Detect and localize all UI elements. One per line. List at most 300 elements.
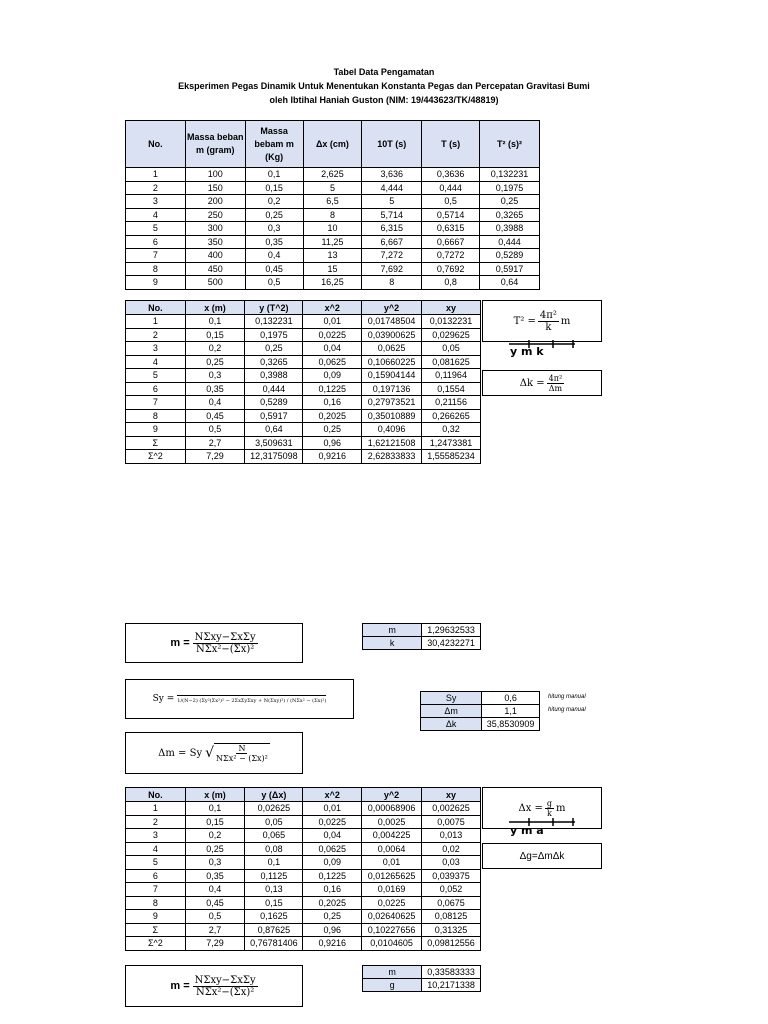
table-cell: 0,4 <box>185 883 245 897</box>
table-cell: 0,10660225 <box>362 355 422 369</box>
regression-table-displacement <box>125 787 481 951</box>
handwritten-labels-2: y m a <box>510 824 544 837</box>
table-cell: 0,25 <box>245 342 303 356</box>
table-cell: 300 <box>185 222 245 236</box>
table-row <box>126 355 481 369</box>
table-cell: 0,266265 <box>422 409 481 423</box>
table-cell: 0,0625 <box>303 842 362 856</box>
column-header: y (Δx) <box>245 788 303 802</box>
table-cell: 7 <box>126 883 186 897</box>
table-cell: 0,35 <box>245 235 303 249</box>
table-cell: 0,2 <box>185 829 245 843</box>
table-cell: 5 <box>126 369 186 383</box>
table-cell: 0,0169 <box>362 883 422 897</box>
table-cell: 0,5 <box>185 423 245 437</box>
table-row <box>126 842 481 856</box>
table-cell: 500 <box>185 276 245 290</box>
table-cell: 0,09812556 <box>422 937 481 951</box>
table-cell: 200 <box>185 195 245 209</box>
table-cell: 0,45 <box>185 409 245 423</box>
table-cell: 0,32 <box>422 423 481 437</box>
result-row <box>363 966 481 979</box>
table-row <box>126 910 481 924</box>
table-cell: 5,714 <box>362 208 422 222</box>
table-cell: 0,5714 <box>422 208 480 222</box>
table-cell: 8 <box>362 276 422 290</box>
table-cell: 0,25 <box>185 842 245 856</box>
table-cell: 0,16 <box>303 883 362 897</box>
table-cell: 1,55585234 <box>422 450 481 464</box>
table-row <box>126 222 540 236</box>
table-cell: 100 <box>185 168 245 182</box>
table-cell: 0,7272 <box>422 249 480 263</box>
table-cell: 0,6667 <box>422 235 480 249</box>
table-cell: 1 <box>126 315 186 329</box>
result-label: m <box>363 624 422 637</box>
column-header: Massa bebam m (Kg) <box>245 121 303 168</box>
slope-formula-2-lhs: m = <box>170 980 190 992</box>
table-row <box>126 829 481 843</box>
table-cell: 0,4 <box>245 249 303 263</box>
table-row <box>126 342 481 356</box>
table-cell: 0,02625 <box>245 802 303 816</box>
table-cell: 0,45 <box>245 262 303 276</box>
table-cell: 0,0225 <box>303 328 362 342</box>
table-cell: 0,081625 <box>422 355 481 369</box>
result-row <box>363 979 481 992</box>
column-header: Δx (cm) <box>303 121 362 168</box>
table-cell: 0,5289 <box>480 249 540 263</box>
column-header: x (m) <box>185 788 245 802</box>
table-cell: 2,62833833 <box>362 450 422 464</box>
table-row <box>126 409 481 423</box>
table-cell: 0,01265625 <box>362 869 422 883</box>
table-cell: 0,039375 <box>422 869 481 883</box>
table-cell: 0,004225 <box>362 829 422 843</box>
table-cell: 0,64 <box>480 276 540 290</box>
slope-result-table <box>362 623 481 650</box>
table-cell: 2,7 <box>185 923 245 937</box>
table-cell: 4 <box>126 842 186 856</box>
table-cell: 0,01748504 <box>362 315 422 329</box>
table-cell: 5 <box>126 222 186 236</box>
sy-formula-body: 1/(N−2) (Σy²(Σx²)² − 2ΣxΣyΣxy + N(Σxy)²) / (NΣx² − (Σx)²) <box>177 695 326 704</box>
delta-x-rhs: m <box>556 802 566 814</box>
result-label: Δk <box>421 718 482 731</box>
table-row <box>126 436 481 450</box>
gravity-result-table <box>362 965 481 992</box>
table-cell: 0,00068906 <box>362 802 422 816</box>
table-cell: 0,0225 <box>362 896 422 910</box>
table-cell: 0,05 <box>422 342 481 356</box>
column-header: y^2 <box>362 788 422 802</box>
table-cell: 0,0225 <box>303 815 362 829</box>
table-cell: 3,509631 <box>245 436 303 450</box>
table-cell: 8 <box>126 896 186 910</box>
table-cell: 0,13 <box>245 883 303 897</box>
table-cell: 12,3175098 <box>245 450 303 464</box>
table-cell: 0,15904144 <box>362 369 422 383</box>
table-cell: Σ <box>126 923 186 937</box>
table-cell: 4 <box>126 208 186 222</box>
sy-formula-box <box>125 679 354 719</box>
table-cell: 1 <box>126 168 186 182</box>
result-label: k <box>363 637 422 650</box>
table-cell: 0,15 <box>245 896 303 910</box>
table-cell: 0,2025 <box>303 896 362 910</box>
table-cell: 0,1225 <box>303 869 362 883</box>
table-cell: 0,2 <box>245 195 303 209</box>
table-cell: 2 <box>126 181 186 195</box>
delta-k-formula-box <box>482 370 602 396</box>
table-cell: 0,45 <box>185 896 245 910</box>
table-cell: 2 <box>126 815 186 829</box>
table-row <box>126 396 481 410</box>
table-cell: 0,9216 <box>303 937 362 951</box>
slope-formula-2-denominator: NΣx²−(Σx)² <box>195 986 255 998</box>
result-row <box>363 624 481 637</box>
period-formula-denominator: k <box>545 321 552 333</box>
table-cell: 0,25 <box>303 423 362 437</box>
table-cell: 0,4 <box>185 396 245 410</box>
delta-k-lhs: Δk = <box>519 377 545 389</box>
table-cell: 10 <box>303 222 362 236</box>
table-cell: 0,3 <box>245 222 303 236</box>
slope-formula-box-2 <box>125 965 303 1007</box>
table-cell: 0,01 <box>362 856 422 870</box>
table-cell: 0,0675 <box>422 896 481 910</box>
regression-table-period <box>125 300 481 464</box>
table-cell: 8 <box>126 262 186 276</box>
table-cell: 450 <box>185 262 245 276</box>
result-row <box>421 718 540 731</box>
table-cell: 350 <box>185 235 245 249</box>
table-cell: 2,7 <box>185 436 245 450</box>
column-header: x^2 <box>303 301 362 315</box>
table-row <box>126 896 481 910</box>
table-cell: 0,15 <box>185 328 245 342</box>
table-cell: 6 <box>126 235 186 249</box>
table-cell: 13 <box>303 249 362 263</box>
table-cell: 0,132231 <box>245 315 303 329</box>
slope-formula-lhs: m = <box>170 637 190 649</box>
table-cell: 0,1225 <box>303 382 362 396</box>
table-cell: 0,8 <box>422 276 480 290</box>
table-cell: 0,25 <box>303 910 362 924</box>
table-cell: 0,03 <box>422 856 481 870</box>
table-cell: 7 <box>126 396 186 410</box>
column-header: No. <box>126 788 186 802</box>
table-row <box>126 369 481 383</box>
sy-formula-lhs: Sy = <box>152 694 175 704</box>
table-cell: 0,35 <box>185 869 245 883</box>
result-value: 35,8530909 <box>482 718 540 731</box>
period-formula-rhs: m <box>560 315 571 327</box>
table-cell: 0,197136 <box>362 382 422 396</box>
column-header: x (m) <box>185 301 245 315</box>
table-cell: 7,272 <box>362 249 422 263</box>
table-cell: 0,3988 <box>245 369 303 383</box>
table-cell: 0,5289 <box>245 396 303 410</box>
table-row <box>126 869 481 883</box>
note-manual-1: hitung manual <box>548 694 586 700</box>
handwritten-labels-1: y m k <box>510 345 544 358</box>
table-cell: 5 <box>126 856 186 870</box>
table-cell: 0,2 <box>185 342 245 356</box>
slope-formula-box <box>125 623 303 663</box>
table-cell: 2 <box>126 328 186 342</box>
table-cell: 400 <box>185 249 245 263</box>
column-header: T² (s)² <box>480 121 540 168</box>
table-row <box>126 249 540 263</box>
table-cell: 0,25 <box>245 208 303 222</box>
table-cell: 2,625 <box>303 168 362 182</box>
table-cell: 0,6315 <box>422 222 480 236</box>
delta-k-denominator: Δm <box>548 383 563 393</box>
table-cell: 6 <box>126 869 186 883</box>
table-cell: 0,15 <box>245 181 303 195</box>
table-cell: 7 <box>126 249 186 263</box>
table-cell: 8 <box>126 409 186 423</box>
table-cell: 0,7692 <box>422 262 480 276</box>
table-cell: 0,002625 <box>422 802 481 816</box>
table-cell: 7,29 <box>185 450 245 464</box>
table-cell: 7,692 <box>362 262 422 276</box>
result-row <box>421 692 540 705</box>
table-cell: 0,5 <box>245 276 303 290</box>
table-row <box>126 235 540 249</box>
result-value: 1,29632533 <box>422 624 481 637</box>
table-cell: 0,9216 <box>303 450 362 464</box>
table-cell: 1,2473381 <box>422 436 481 450</box>
table-cell: 0,029625 <box>422 328 481 342</box>
table-cell: 0,3 <box>185 369 245 383</box>
slope-formula-denominator: NΣx²−(Σx)² <box>195 643 255 655</box>
table-cell: 0,1625 <box>245 910 303 924</box>
table-cell: 0,5 <box>185 910 245 924</box>
column-header: No. <box>126 121 186 168</box>
table-cell: 0,16 <box>303 396 362 410</box>
table-cell: 0,5 <box>422 195 480 209</box>
table-cell: 0,065 <box>245 829 303 843</box>
column-header: Massa beban m (gram) <box>185 121 245 168</box>
table-row <box>126 276 540 290</box>
table-cell: 9 <box>126 423 186 437</box>
table-cell: 0,3 <box>185 856 245 870</box>
table-cell: 0,87625 <box>245 923 303 937</box>
table-cell: 0,3636 <box>422 168 480 182</box>
period-formula-box <box>482 300 602 342</box>
table-cell: 0,1 <box>185 315 245 329</box>
table-cell: 6 <box>126 382 186 396</box>
delta-k-numerator: 4π² <box>548 373 563 383</box>
column-header: y^2 <box>362 301 422 315</box>
title-line-3: oleh Ibtihal Haniah Guston (NIM: 19/443623/TK/48819) <box>269 95 499 105</box>
error-result-table <box>420 691 540 731</box>
table-cell: 0,4096 <box>362 423 422 437</box>
table-cell: 8 <box>303 208 362 222</box>
delta-m-denominator: NΣx² − (Σx)² <box>216 754 268 763</box>
slope-formula-numerator: NΣxy−ΣxΣy <box>194 631 256 643</box>
table-cell: 3 <box>126 342 186 356</box>
table-row <box>126 856 481 870</box>
result-label: g <box>363 979 422 992</box>
result-row <box>421 705 540 718</box>
column-header: T (s) <box>422 121 480 168</box>
table-row <box>126 328 481 342</box>
table-cell: 0,96 <box>303 436 362 450</box>
title-line-1: Tabel Data Pengamatan <box>333 67 435 77</box>
table-cell: 0,08125 <box>422 910 481 924</box>
table-cell: 0,0132231 <box>422 315 481 329</box>
table-cell: 0,31325 <box>422 923 481 937</box>
table-cell: Σ^2 <box>126 937 186 951</box>
column-header: y (T^2) <box>245 301 303 315</box>
table-cell: 0,21156 <box>422 396 481 410</box>
table-cell: 0,09 <box>303 369 362 383</box>
slope-formula-2-numerator: NΣxy−ΣxΣy <box>194 974 256 986</box>
table-cell: 0,444 <box>480 235 540 249</box>
table-cell: 0,04 <box>303 342 362 356</box>
delta-m-numerator: N <box>238 744 246 753</box>
table-cell: 4,444 <box>362 181 422 195</box>
table-cell: 0,444 <box>245 382 303 396</box>
table-cell: 0,11964 <box>422 369 481 383</box>
table-cell: 0,0625 <box>303 355 362 369</box>
table-cell: 0,1 <box>245 856 303 870</box>
title-line-2: Eksperimen Pegas Dinamik Untuk Menentukan Konstanta Pegas dan Percepatan Gravitasi Bumi <box>178 81 590 91</box>
result-value: 0,33583333 <box>422 966 481 979</box>
result-label: m <box>363 966 422 979</box>
table-cell: 0,5917 <box>480 262 540 276</box>
result-row <box>363 637 481 650</box>
table-cell: 0,96 <box>303 923 362 937</box>
table-row <box>126 382 481 396</box>
table-cell: 5 <box>362 195 422 209</box>
delta-g-formula: Δg=ΔmΔk <box>519 850 565 862</box>
table-cell: 3 <box>126 195 186 209</box>
table-cell: 0,0075 <box>422 815 481 829</box>
note-manual-2: hitung manual <box>548 707 586 713</box>
table-row <box>126 923 481 937</box>
column-header: 10T (s) <box>362 121 422 168</box>
table-cell: 0,0064 <box>362 842 422 856</box>
table-cell: Σ <box>126 436 186 450</box>
table-cell: 7,29 <box>185 937 245 951</box>
table-cell: 0,0625 <box>362 342 422 356</box>
table-cell: 0,05 <box>245 815 303 829</box>
table-row <box>126 423 481 437</box>
table-cell: 0,052 <box>422 883 481 897</box>
table-cell: 9 <box>126 276 186 290</box>
table-row <box>126 450 481 464</box>
table-row <box>126 262 540 276</box>
table-row <box>126 883 481 897</box>
delta-m-formula-box: Δm = Sy √ $\frac{N}{\text{NΣx² − (Σx)²}}$ <box>125 732 303 774</box>
period-formula-numerator: 4π² <box>539 309 557 321</box>
result-label: Δm <box>421 705 482 718</box>
table-cell: 0,1 <box>245 168 303 182</box>
delta-m-lhs: Δm = Sy <box>158 747 203 759</box>
table-row <box>126 195 540 209</box>
table-row <box>126 208 540 222</box>
table-cell: 1,62121508 <box>362 436 422 450</box>
table-cell: 0,1554 <box>422 382 481 396</box>
delta-x-lhs: Δx = <box>518 802 543 814</box>
table-cell: 0,2025 <box>303 409 362 423</box>
table-cell: 16,25 <box>303 276 362 290</box>
table-cell: 0,04 <box>303 829 362 843</box>
table-cell: 0,01 <box>303 315 362 329</box>
table-cell: 0,02640625 <box>362 910 422 924</box>
table-cell: 0,15 <box>185 815 245 829</box>
table-cell: 6,5 <box>303 195 362 209</box>
table-cell: 11,25 <box>303 235 362 249</box>
observation-table <box>125 120 540 290</box>
table-cell: 0,013 <box>422 829 481 843</box>
delta-x-numerator: g <box>546 798 553 808</box>
table-cell: 6,315 <box>362 222 422 236</box>
table-cell: 0,35010889 <box>362 409 422 423</box>
table-cell: 0,132231 <box>480 168 540 182</box>
table-cell: 6,667 <box>362 235 422 249</box>
table-cell: 4 <box>126 355 186 369</box>
result-value: 0,6 <box>482 692 540 705</box>
table-cell: 0,5917 <box>245 409 303 423</box>
table-row <box>126 315 481 329</box>
column-header: xy <box>422 301 481 315</box>
table-cell: 0,64 <box>245 423 303 437</box>
table-cell: 0,25 <box>480 195 540 209</box>
table-cell: 0,10227656 <box>362 923 422 937</box>
table-cell: 150 <box>185 181 245 195</box>
delta-x-denominator: k <box>547 808 552 818</box>
table-cell: 0,76781406 <box>245 937 303 951</box>
period-formula-lhs: T² = <box>513 315 536 327</box>
table-cell: 0,27973521 <box>362 396 422 410</box>
table-cell: 1 <box>126 802 186 816</box>
table-cell: 3,636 <box>362 168 422 182</box>
table-cell: 0,3265 <box>480 208 540 222</box>
result-value: 30,4232271 <box>422 637 481 650</box>
result-label: Sy <box>421 692 482 705</box>
column-header: xy <box>422 788 481 802</box>
table-row <box>126 802 481 816</box>
table-cell: 0,3988 <box>480 222 540 236</box>
table-cell: 0,09 <box>303 856 362 870</box>
table-cell: 0,1975 <box>245 328 303 342</box>
table-row <box>126 937 481 951</box>
table-cell: 250 <box>185 208 245 222</box>
result-value: 1,1 <box>482 705 540 718</box>
column-header: x^2 <box>303 788 362 802</box>
table-cell: 15 <box>303 262 362 276</box>
table-cell: 0,1 <box>185 802 245 816</box>
table-cell: Σ^2 <box>126 450 186 464</box>
table-cell: 0,0025 <box>362 815 422 829</box>
table-cell: 5 <box>303 181 362 195</box>
table-cell: 0,35 <box>185 382 245 396</box>
table-cell: 0,25 <box>185 355 245 369</box>
table-cell: 0,08 <box>245 842 303 856</box>
table-cell: 0,444 <box>422 181 480 195</box>
table-cell: 0,1125 <box>245 869 303 883</box>
table-cell: 0,1975 <box>480 181 540 195</box>
table-cell: 0,01 <box>303 802 362 816</box>
table-cell: 9 <box>126 910 186 924</box>
table-row <box>126 181 540 195</box>
delta-g-formula-box <box>482 843 602 869</box>
